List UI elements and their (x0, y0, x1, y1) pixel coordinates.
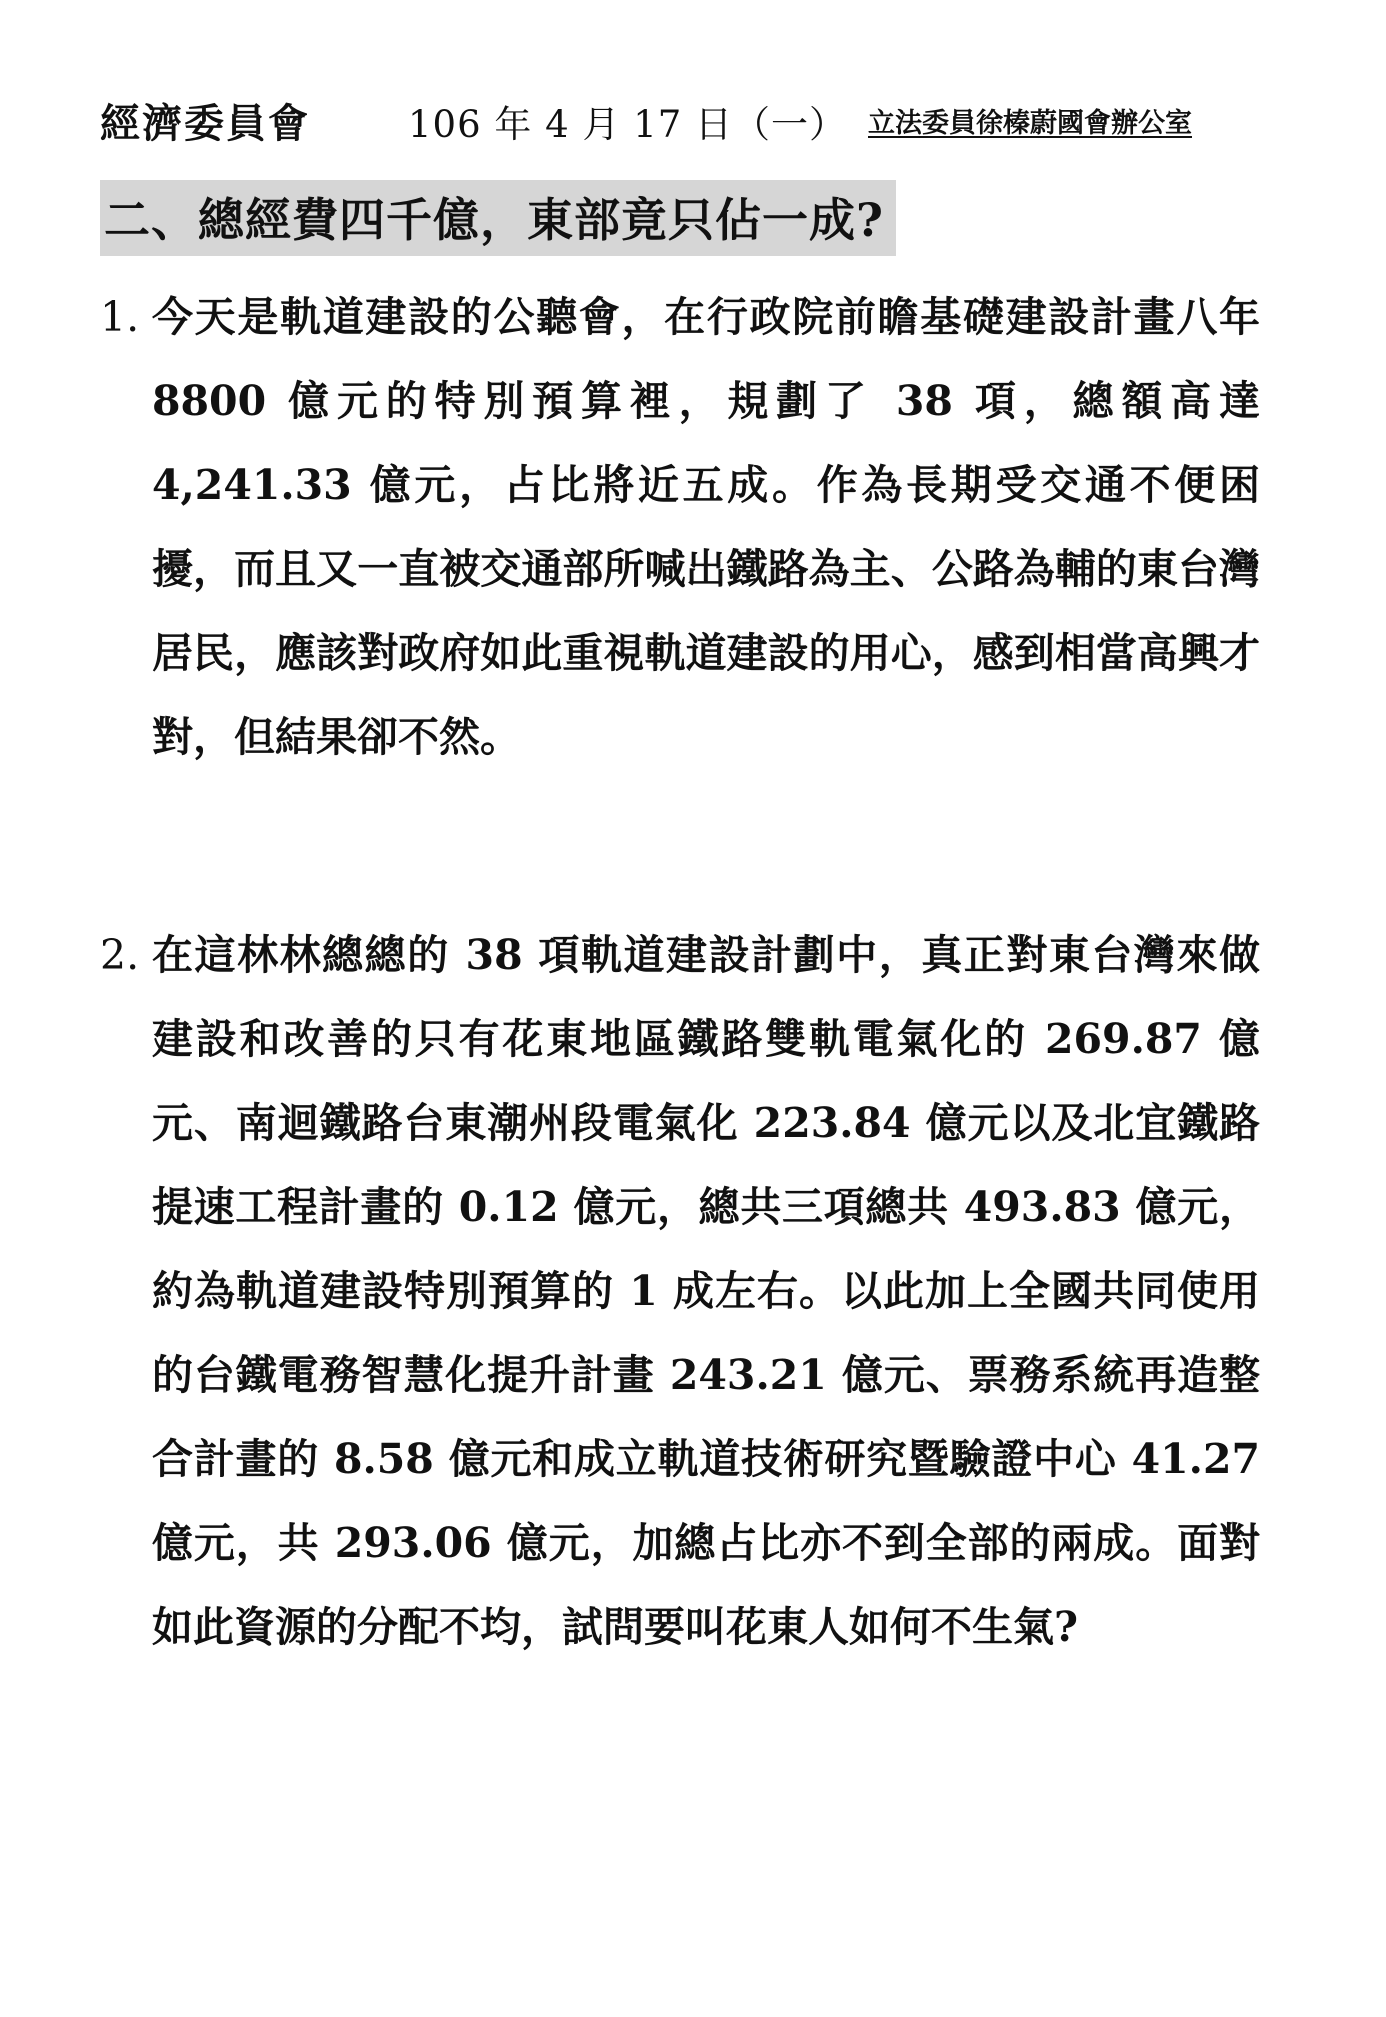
section-title: 二、總經費四千億，東部竟只佔一成? (100, 180, 896, 256)
paragraph-text: 今天是軌道建設的公聽會，在行政院前瞻基礎建設計畫八年 8800 億元的特別預算裡，規劃了 38 項，總額高達 4,241.33 億元，占比將近五成。作為長期受交通不便困擾，而且又一直被交通部所喊出鐵路為主、公路為輔的東台灣居民，應該對政府如此重視軌道建設的用心，感到相當高興才對，但結果卻不然。 (152, 293, 1260, 761)
paragraph-1 (100, 275, 1260, 779)
paragraph-number: 2. (100, 931, 140, 979)
legislator-office: 立法委員徐榛蔚國會辦公室 (868, 108, 1192, 139)
paragraph-number: 1. (100, 293, 140, 341)
paragraph-2 (100, 913, 1260, 1669)
committee-name: 經濟委員會 (100, 100, 310, 147)
document-header (100, 92, 1260, 147)
paragraph-text: 在這林林總總的 38 項軌道建設計劃中，真正對東台灣來做建設和改善的只有花東地區鐵路雙軌電氣化的 269.87 億元、南迴鐵路台東潮州段電氣化 223.84 億元以及北宜鐵路提速工程計畫的 0.12 億元，總共三項總共 493.83 億元，約為軌道建設特別預算的 1 成左右。以此加上全國共同使用的台鐵電務智慧化提升計畫 243.21 億元、票務系統再造整合計畫的 8.58 億元和成立軌道技術研究暨驗證中心 41.27 億元，共 293.06 億元，加總占比亦不到全部的兩成。面對如此資源的分配不均，試問要叫花東人如何不生氣? (152, 931, 1260, 1651)
meeting-date: 106 年 4 月 17 日（一） (408, 103, 848, 146)
